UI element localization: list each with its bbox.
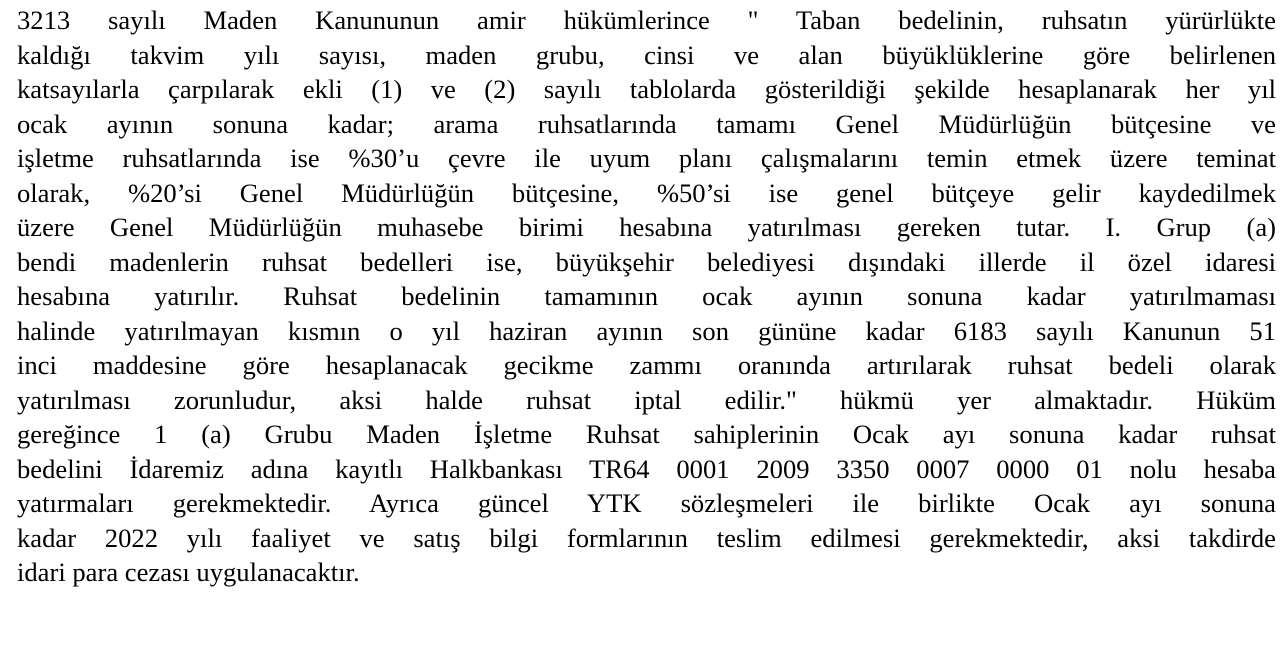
text-line-9: hesabına yatırılır. Ruhsat bedelinin tamamının ocak ayının sonuna kadar yatırılmaması [17, 281, 1276, 311]
text-line-17: idari para cezası uygulanacaktır. [17, 557, 360, 587]
text-line-3: katsayılarla çarpılarak ekli (1) ve (2) sayılı tablolarda gösterildiği şekilde hesaplanarak her yıl [17, 74, 1276, 104]
text-line-1: 3213 sayılı Maden Kanununun amir hükümlerince " Taban bedelinin, ruhsatın yürürlükte [17, 5, 1276, 35]
text-line-7: üzere Genel Müdürlüğün muhasebe birimi hesabına yatırılması gereken tutar. I. Grup (a) [17, 212, 1276, 242]
text-line-2: kaldığı takvim yılı sayısı, maden grubu, cinsi ve alan büyüklüklerine göre belirlenen [17, 39, 1276, 70]
text-line-8: bendi madenlerin ruhsat bedelleri ise, büyükşehir belediyesi dışındaki illerde il özel idaresi [17, 246, 1276, 277]
document-paragraph [17, 3, 1276, 590]
text-line-13: gereğince 1 (a) Grubu Maden İşletme Ruhsat sahiplerinin Ocak ayı sonuna kadar ruhsat [17, 419, 1276, 449]
text-line-11: inci maddesine göre hesaplanacak gecikme zammı oranında artırılarak ruhsat bedeli olarak [17, 350, 1276, 380]
text-line-10: halinde yatırılmayan kısmın o yıl haziran ayının son gününe kadar 6183 sayılı Kanunun 51 [17, 315, 1276, 346]
text-line-4: ocak ayının sonuna kadar; arama ruhsatlarında tamamı Genel Müdürlüğün bütçesine ve [17, 108, 1276, 139]
text-line-5: işletme ruhsatlarında ise %30’u çevre ile uyum planı çalışmalarını temin etmek üzere teminat [17, 143, 1276, 173]
text-line-16: kadar 2022 yılı faaliyet ve satış bilgi formlarının teslim edilmesi gerekmektedir, aksi takdirde [17, 522, 1276, 553]
text-line-6: olarak, %20’si Genel Müdürlüğün bütçesine, %50’si ise genel bütçeye gelir kaydedilmek [17, 177, 1276, 208]
text-line-15: yatırmaları gerekmektedir. Ayrıca güncel YTK sözleşmeleri ile birlikte Ocak ayı sonuna [17, 488, 1276, 518]
text-line-12: yatırılması zorunludur, aksi halde ruhsat iptal edilir." hükmü yer almaktadır. Hüküm [17, 384, 1276, 415]
text-line-14: bedelini İdaremiz adına kayıtlı Halkbankası TR64 0001 2009 3350 0007 0000 01 nolu hesaba [17, 453, 1276, 484]
